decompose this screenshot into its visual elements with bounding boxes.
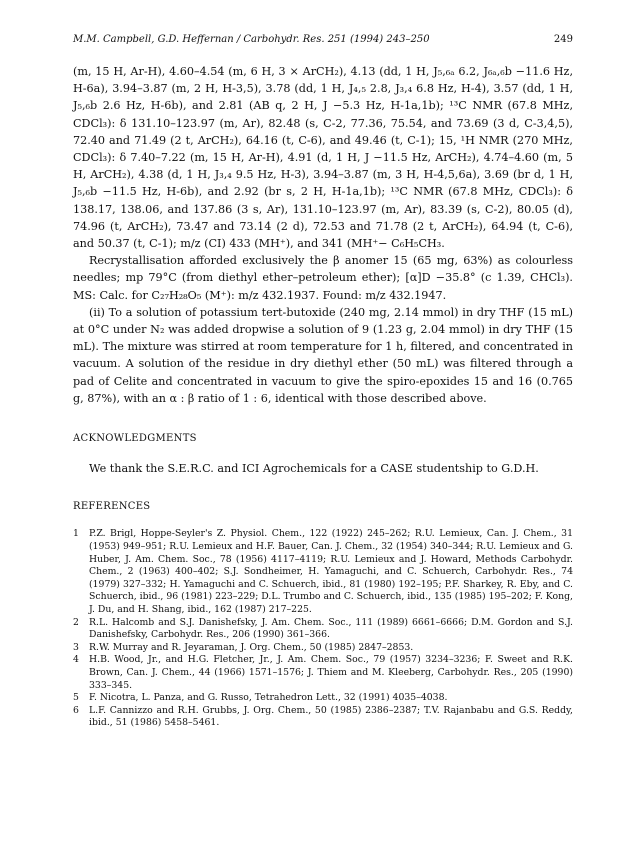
reference-text: L.F. Cannizzo and R.H. Grubbs, J. Org. Chem., 50 (1985) 2386–2387; T.V. Rajanbabu and G.S. Reddy, ibid., 51 (1986) 5458–5461. [89, 704, 573, 729]
reference-text: P.Z. Brigl, Hoppe-Seyler's Z. Physiol. Chem., 122 (1922) 245–262; R.U. Lemieux, Can. J. Chem., 31 (1953) 949–951; R.U. Lemieux and H.F. Bauer, Can. J. Chem., 32 (1954) 340–344; R.U. Lemieux and G. Huber, J. Am. Chem. Soc., 78 (1956) 4117–4119; R.U. Lemieux and J. Howard, Methods Carbohydr. Chem., 2 (1963) 400–402; S.J. Sondheimer, H. Yamaguchi, and C. Schuerch, Carbohydr. Res., 74 (1979) 327–332; H. Yamaguchi and C. Schuerch, ibid., 81 (1980) 192–195; P.F. Sharkey, R. Eby, and C. Schuerch, ibid., 96 (1981) 223–229; D.L. Trumbo and C. Schuerch, ibid., 135 (1985) 195–202; F. Kong, J. Du, and H. Shang, ibid., 162 (1987) 217–225. [89, 528, 573, 616]
reference-item [73, 528, 573, 616]
page-number: 249 [553, 34, 573, 45]
reference-text: H.B. Wood, Jr., and H.G. Fletcher, Jr., J. Am. Chem. Soc., 79 (1957) 3234–3236; F. Sweet and R.K. Brown, Can. J. Chem., 44 (1966) 1571–1576; J. Thiem and M. Kleeberg, Carbohydr. Res., 205 (1990) 333–345. [89, 654, 573, 691]
reference-number: 5 [73, 692, 79, 704]
reference-item [73, 642, 573, 655]
reference-number: 4 [73, 654, 79, 666]
reference-list [73, 528, 573, 730]
reference-item [73, 617, 573, 642]
running-title: M.M. Campbell, G.D. Heffernan / Carbohydr. Res. 251 (1994) 243–250 [73, 34, 430, 45]
reference-item [73, 705, 573, 730]
paragraph-recrystallisation: Recrystallisation afforded exclusively the β anomer 15 (65 mg, 63%) as colourless needles; mp 79°C (from diethyl ether–petroleum ether); [α]D −35.8° (c 1.39, CHCl₃). MS: Calc. for C₂₇H₂₈O₅ (M⁺): m/z 432.1937. Found: m/z 432.1947. [73, 254, 573, 302]
reference-text: R.W. Murray and R. Jeyaraman, J. Org. Chem., 50 (1985) 2847–2853. [89, 641, 414, 653]
reference-number: 2 [73, 616, 79, 628]
paragraph-nmr-data: (m, 15 H, Ar-H), 4.60–4.54 (m, 6 H, 3 × ArCH₂), 4.13 (dd, 1 H, J₅,₆ₐ 6.2, J₆ₐ,₆b −11.6 Hz, H-6a), 3.94–3.87 (m, 2 H, H-3,5), 3.78 (dd, 1 H, J₄,₅ 2.8, J₃,₄ 6.8 Hz, H-4), 3.57 (dd, 1 H, J₅,₆b 2.6 Hz, H-6b), and 2.81 (AB q, 2 H, J −5.3 Hz, H-1a,1b); ¹³C NMR (67.8 MHz, CDCl₃): δ 131.10–123.97 (m, Ar), 82.48 (s, C-2, 77.36, 75.54, and 73.69 (3 d, C-3,4,5), 72.40 and 71.49 (2 t, ArCH₂), 64.16 (t, C-6), and 49.46 (t, C-1); 15, ¹H NMR (270 MHz, CDCl₃): δ 7.40–7.22 (m, 15 H, Ar-H), 4.91 (d, 1 H, J −11.5 Hz, ArCH₂), 4.74–4.60 (m, 5 H, ArCH₂), 4.38 (d, 1 H, J₃,₄ 9.5 Hz, H-3), 3.94–3.87 (m, 3 H, H-4,5,6a), 3.69 (br d, 1 H, J₅,₆b −11.5 Hz, H-6b), and 2.92 (br s, 2 H, H-1a,1b); ¹³C NMR (67.8 MHz, CDCl₃): δ 138.17, 138.06, and 137.86 (3 s, Ar), 131.10–123.97 (m, Ar), 83.39 (s, C-2), 80.05 (d), 74.96 (t, ArCH₂), 73.47 and 73.14 (2 d), 72.53 and 71.78 (2 t, ArCH₂), 64.94 (t, C-6), and 50.37 (t, C-1); m/z (CI) 433 (MH⁺), and 341 (MH⁺− C₆H₅CH₃. [73, 65, 573, 251]
reference-text: R.L. Halcomb and S.J. Danishefsky, J. Am. Chem. Soc., 111 (1989) 6661–6666; D.M. Gordon and S.J. Danishefsky, Carbohydr. Res., 206 (1990) 361–366. [89, 616, 573, 641]
acknowledgments-text: We thank the S.E.R.C. and ICI Agrochemicals for a CASE studentship to G.D.H. [89, 462, 539, 476]
references-heading: REFERENCES [73, 501, 151, 513]
document-page [73, 34, 573, 844]
reference-item [73, 692, 573, 705]
paragraph-procedure-ii: (ii) To a solution of potassium tert-butoxide (240 mg, 2.14 mmol) in dry THF (15 mL) at 0°C under N₂ was added dropwise a solution of 9 (1.23 g, 2.04 mmol) in dry THF (15 mL). The mixture was stirred at room temperature for 1 h, filtered, and concentrated in vacuum. A solution of the residue in dry diethyl ether (50 mL) was filtered through a pad of Celite and concentrated in vacuum to give the spiro-epoxides 15 and 16 (0.765 g, 87%), with an α : β ratio of 1 : 6, identical with those described above. [73, 305, 573, 405]
reference-number: 1 [73, 528, 79, 540]
acknowledgments-heading: ACKNOWLEDGMENTS [73, 433, 197, 445]
reference-number: 6 [73, 704, 79, 716]
reference-item [73, 654, 573, 692]
body-text [73, 63, 573, 407]
running-header [73, 34, 573, 45]
reference-text: F. Nicotra, L. Panza, and G. Russo, Tetrahedron Lett., 32 (1991) 4035–4038. [89, 692, 448, 704]
reference-number: 3 [73, 641, 79, 653]
